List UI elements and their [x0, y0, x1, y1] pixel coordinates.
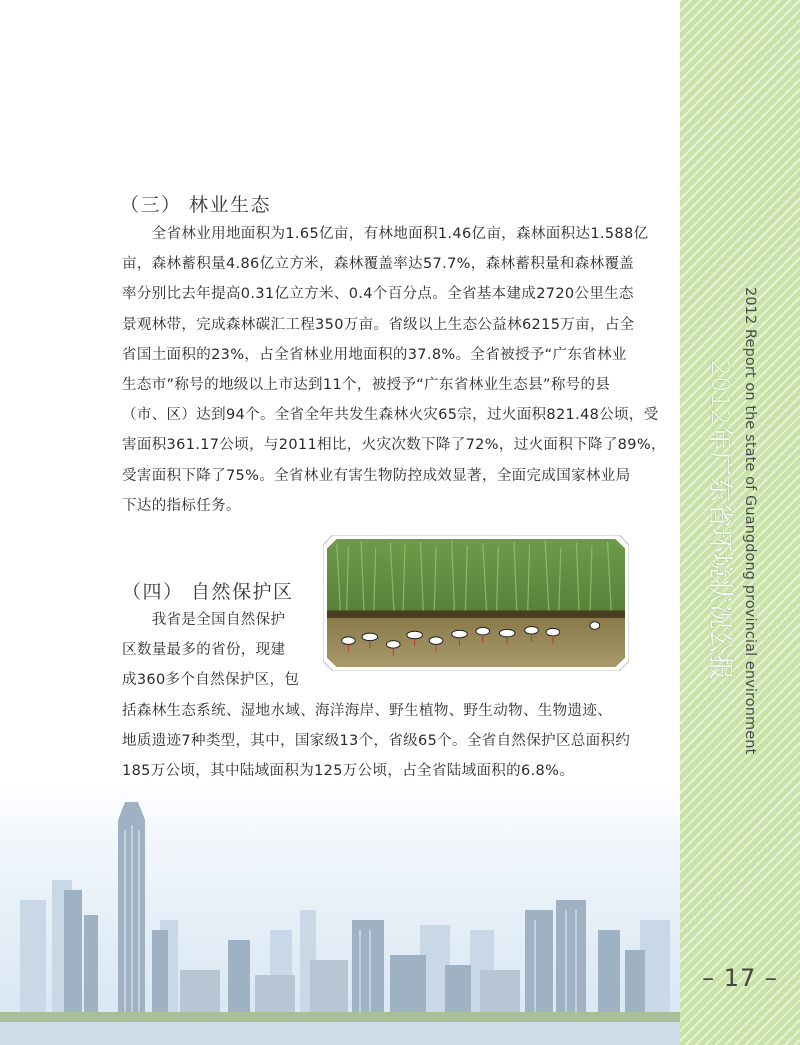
text-line: 全省林业用地面积为1.65亿亩，有林地面积1.46亿亩，森林面积达1.588亿	[122, 226, 649, 242]
page-number: – 17 –	[702, 964, 778, 992]
report-title-english: 2012 Report on the state of Guangdong provincial environment	[742, 287, 758, 755]
reserves-continued-paragraph	[122, 696, 642, 787]
text-line: 亩，森林蓄积量4.86亿立方米，森林覆盖率达57.7%，森林蓄积量和森林覆盖	[122, 256, 635, 273]
skyline-graphic	[0, 780, 680, 1045]
text-line: 省国土面积的23%，占全省林业用地面积的37.8%。全省被授予“广东省林业	[122, 346, 627, 363]
text-line: 率分别比去年提高0.31亿立方米、0.4个百分点。全省基本建成2720公里生态	[122, 286, 634, 303]
text-line: 景观林带，完成森林碳汇工程350万亩。省级以上生态公益林6215万亩，占全	[122, 316, 635, 333]
section-heading-forestry: （三） 林业生态	[120, 193, 272, 216]
text-line: 下达的指标任务。	[122, 497, 241, 514]
text-line: 我省是全国自然保护	[122, 612, 286, 628]
section-heading-nature-reserves: （四） 自然保护区	[122, 580, 294, 603]
reserves-intro-paragraph	[122, 605, 312, 696]
text-line: 区数量最多的省份，现建	[122, 642, 286, 659]
wetland-birds-photo	[323, 535, 629, 671]
text-line: （市、区）达到94个。全省全年共发生森林火灾65宗，过火面积821.48公顷，受	[122, 407, 659, 424]
text-line: 受害面积下降了75%。全省林业有害生物防控成效显著，全面完成国家林业局	[122, 467, 631, 484]
text-line: 括森林生态系统、湿地水域、海洋海岸、野生植物、野生动物、生物遗迹、	[122, 703, 613, 719]
text-line: 生态市”称号的地级以上市达到11个，被授予“广东省林业生态县”称号的县	[122, 377, 611, 394]
text-line: 185万公顷，其中陆域面积为125万公顷，占全省陆域面积的6.8%。	[122, 763, 575, 780]
text-line: 害面积361.17公顷，与2011相比，火灾次数下降了72%，过火面积下降了89%，	[122, 437, 666, 454]
right-sidebar	[680, 0, 800, 1045]
text-line: 地质遗迹7种类型，其中，国家级13个，省级65个。全省自然保护区总面积约	[122, 733, 631, 750]
photo-graphic	[323, 535, 629, 671]
report-title-chinese: 2012年广东省环境状况公报	[706, 360, 735, 681]
city-skyline-illustration	[0, 780, 680, 1045]
text-line: 成360多个自然保护区，包	[122, 672, 300, 689]
forestry-paragraph	[122, 219, 666, 521]
